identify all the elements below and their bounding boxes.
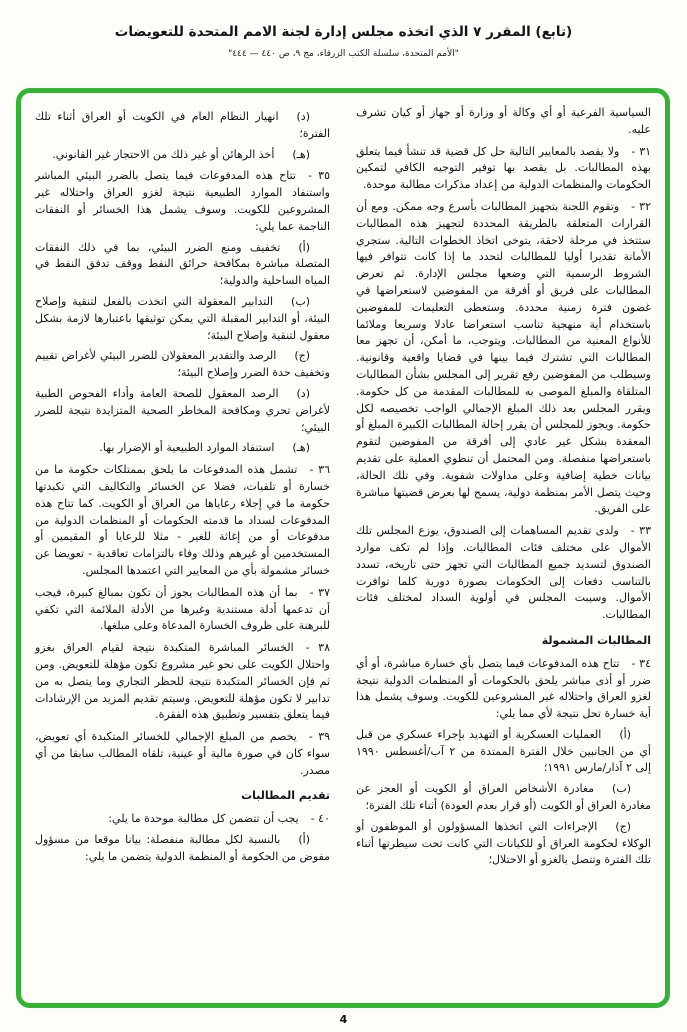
paragraph-marker: ٤٠ - <box>310 812 330 826</box>
paragraph-text: المطالبات المشمولة <box>541 633 651 647</box>
paragraph-marker: ٣٩ - <box>308 730 331 744</box>
column-left <box>35 105 330 993</box>
paragraph-marker: ٣٦ - <box>309 463 330 477</box>
paragraph-text: الخسائر المباشرة المتكبدة نتيجة لقيام العراق بغزو واحتلال الكويت على نحو غير مشروع تكون مؤهلة للتعويض. ومن ثم فإن الخسائر المتكبدة نتيجة للحظر التجاري وما يتصل به من تدابير لا تكون مؤهلة للتعويض. وسيتم تقديم المزيد من الإرشادات فيما يتعلق بتفسير وتطبيق هذه الفقرة. <box>35 641 330 722</box>
green-highlight-border <box>16 88 670 1008</box>
paragraph-text: انهيار النظام العام في الكويت أو العراق أثناء تلك الفترة؛ <box>35 110 330 140</box>
paragraph <box>356 199 651 518</box>
page-number: 4 <box>339 1013 348 1026</box>
paragraph <box>35 294 330 344</box>
paragraph-text: بما أن هذه المطالبات يجوز أن تكون بمبالغ كبيرة، فيجب أن تدعمها أدلة مستندية وغيرها من الأدلة الملائمة التي تكفي للبرهنة على ظروف الخسارة المدعاة وعلى مبلغها. <box>35 585 330 633</box>
paragraph-text: ولا يقصد بالمعايير التالية حل كل قضية قد تنشأ فيما يتعلق بهذه المطالبات. بل يقصد بها توفير التوجيه الكافي لتمكين الحكومات والمنظمات الدولية من إعداد مذكرات مطالبة موحدة. <box>356 144 651 192</box>
paragraph <box>35 168 330 235</box>
paragraph <box>356 105 651 139</box>
paragraph-text: تقديم المطالبات <box>241 789 330 803</box>
paragraph <box>35 811 330 828</box>
paragraph <box>356 656 651 723</box>
paragraph-marker: ٣٤ - <box>631 656 651 670</box>
paragraph-text: يجب أن تتضمن كل مطالبة موحدة ما يلي: <box>108 812 299 826</box>
paragraph <box>35 109 330 143</box>
paragraph <box>35 832 330 866</box>
paragraph-text: يخصم من المبلغ الإجمالي للخسائر المتكبدة أي تعويض، سواء كان في صورة مالية أو عينية، تلقاه المطالب سابقا من أي مصدر. <box>35 730 330 777</box>
document-title: (تابع) المقرر ٧ الذي اتخذه مجلس إدارة لجنة الامم المتحدة للتعويضات <box>114 24 573 40</box>
paragraph <box>356 144 651 194</box>
paragraph-marker: (ج) <box>615 819 631 833</box>
paragraph-text: تتاح هذه المدفوعات فيما يتصل بالضرر البيئي المباشر واستنفاد الموارد الطبيعية نتيجة لغزو العراق واحتلاله غير المشروعين للكويت. وسوف يشمل هذا الخسائر أو النفقات الناجمة عما يلي: <box>35 169 330 233</box>
paragraph <box>356 819 651 869</box>
paragraph-marker: ٣٥ - <box>307 169 330 183</box>
paragraph-text: تخفيف ومنع الضرر البيئي، بما في ذلك النفقات المتصلة مباشرة بمكافحة حرائق النفط ووقف تدفق النفط في المياه الساحلية والدولية؛ <box>35 240 330 288</box>
paragraph-text: العمليات العسكرية أو التهديد بإجراء عسكري من قبل أي من الجانبين خلال الفترة الممتدة من ٢ آب/أغسطس ١٩٩٠ إلى ٢ آذار/مارس ١٩٩١؛ <box>356 727 651 775</box>
section-heading <box>35 788 330 805</box>
column-right <box>356 105 651 993</box>
paragraph-text: بالنسبة لكل مطالبة منفصلة: بيانا موقعا من مسؤول مفوض من الحكومة أو المنظمة الدولية يتضمن ما يلي: <box>35 833 330 863</box>
paragraph-marker: (أ) <box>298 240 310 254</box>
paragraph-marker: ٣٨ - <box>305 641 330 655</box>
paragraph <box>356 781 651 815</box>
document-header <box>0 0 687 59</box>
paragraph-text: وتقوم اللجنة بتجهيز المطالبات بأسرع وجه ممكن. ومع أن القرارات المتعلقة بالطريقة المحددة لتجهيز هذه المطالبات ستتخذ في مرحلة لاحقة، يتوخى اتخاذ الخطوات التالية. ستجري الأمانة تقديرا أوليا للمطالبات لتحدد ما إذا كانت تتوافر فيها الشروط الرسمية التي وضعها مجلس الإدارة. ثم تعرض المطالبات على فريق أو أفرقة من المفوضين لاستعراضها في غضون فترة زمنية محددة. وستعطى التعليمات للمفوضين باستخدام أية منهجية تناسب استعراضا عادلا وسريعا وملائما للأنواع المعنية من المطالبات. ويتوجب، ما أمكن، أن تجهز معا المطالبات التي تشترك فيما بينها في قضايا واقعية وقانونية. وسيطلب من المفوضين رفع تقرير إلى المجلس بشأن المطالبات المتلقاة والمبلغ الموصى به للمطالبات المقدمة من كل حكومة. ويقرر المجلس بعد ذلك المبلغ الإجمالي الواجب تخصيصه لكل حكومة. ويجوز للمجلس أن يقرر إحالة المطالبات الكبيرة المبلغ أو المعقدة بشكل غير عادي إلى أفرقة من المفوضين لتقوم باستعراضها منفصلة. ومن المحتمل أن تنطوي العملية على تقديم بيانات خطية إضافية وعلى مداولات شفوية. وفي تلك الحالة، وحيث يتصل الأمر بمنظمة دولية، يسمح لها بعرض قضيتها مباشرة على الفريق. <box>356 199 651 516</box>
section-heading <box>356 633 651 650</box>
paragraph-marker: ٣٧ - <box>309 585 330 599</box>
text-columns <box>35 105 651 993</box>
paragraph-marker: ٣٣ - <box>630 524 651 538</box>
paragraph <box>356 727 651 777</box>
paragraph-text: استنفاد الموارد الطبيعية أو الإضرار بها. <box>99 441 275 455</box>
paragraph <box>35 240 330 290</box>
paragraph-marker: (د) <box>296 110 310 123</box>
paragraph-marker: ٣١ - <box>631 144 652 158</box>
paragraph-marker: (أ) <box>298 833 310 847</box>
paragraph <box>35 440 330 457</box>
paragraph <box>35 147 330 164</box>
paragraph-text: تشمل هذه المدفوعات ما يلحق بممتلكات حكومة ما من خسارة أو تلفيات، فضلا عن الخسائر والتكاليف التي تكبدتها حكومة ما في إجلاء رعاياها من العراق أو الكويت. كما تتاح هذه المدفوعات لسداد ما قدمته الحكومات أو المنظمات الدولية من مدفوعات أو من إغاثة للغير - مثلا للرعايا أو المقيمين أو المستخدمين أو غيرهم وذلك وفاء بالتزامات تعاقدية - تعويضا عن خسائر مشمولة بأي من المعايير التي اعتمدها المجلس. <box>35 463 330 577</box>
paragraph-marker: (هـ) <box>292 147 310 161</box>
paragraph <box>35 585 330 635</box>
paragraph <box>35 729 330 779</box>
paragraph-marker: (ب) <box>291 294 310 308</box>
paragraph-marker: ٣٢ - <box>631 199 651 213</box>
paragraph-text: تتاح هذه المدفوعات فيما يتصل بأي خسارة مباشرة، أو أي ضرر أو أذى مباشر يلحق بالحكومات أو المنظمات الدولية نتيجة لغزو العراق واحتلاله غير المشروعين للكويت. وسوف يشمل هذا أية خسارة تحل نتيجة لأي مما يلي: <box>356 656 651 721</box>
paragraph-marker: (ب) <box>612 782 631 796</box>
paragraph <box>35 386 330 436</box>
paragraph-marker: (د) <box>296 386 310 400</box>
paragraph-marker: (هـ) <box>292 441 310 455</box>
paragraph-text: التدابير المعقولة التي اتخذت بالفعل لتنقية وإصلاح البيئة، أو التدابير المقبلة التي يمكن توثيقها باعتبارها لازمة بشكل معقول لتنقية وإصلاح البيئة؛ <box>35 294 330 342</box>
paragraph <box>35 640 330 724</box>
paragraph-text: الرصد والتقدير المعقولان للضرر البيئي لأغراض تقييم وتخفيف حدة الضرر وإصلاح البيئة؛ <box>35 349 330 380</box>
paragraph <box>35 462 330 580</box>
paragraph-text: مغادرة الأشخاص العراق أو الكويت أو العجز عن مغادرة العراق أو الكويت (أو قرار بعدم العودة) أثناء تلك الفترة؛ <box>356 782 651 813</box>
paragraph-text: الإجراءات التي اتخذها المسؤولون أو الموظفون أو الوكلاء لحكومة العراق أو للكيانات التي كانت تحت سيطرتها أثناء تلك الفترة وتتصل بالغزو أو الاحتلال؛ <box>356 819 651 867</box>
paragraph-text: السياسية الفرعية أو أي وكالة أو وزارة أو جهاز أو كيان تشرف عليه. <box>356 106 651 136</box>
paragraph-text: الرصد المعقول للصحة العامة وأداء الفحوص الطبية لأغراض تحري ومكافحة المخاطر الصحية المتزايدة نتيجة للضرر البيئي؛ <box>35 386 330 434</box>
paragraph-text: أخذ الرهائن أو غير ذلك من الاحتجاز غير القانوني. <box>52 147 275 161</box>
paragraph <box>35 348 330 382</box>
paragraph-marker: (أ) <box>619 727 631 741</box>
document-source-line: "الأمم المتحدة، سلسلة الكتب الزرقاء، مج ٩، ص ٤٤٠ — ٤٤٤" <box>228 49 459 59</box>
paragraph-marker: (ج) <box>294 349 310 363</box>
paragraph-text: ولدى تقديم المساهمات إلى الصندوق، يوزع المجلس تلك الأموال على مختلف فئات المطالبات. وإذا لم تكف موارد الصندوق لتسديد جميع المطالبات التي تجهز حتى تاريخه، تسدد بالتناسب دفعات إلى الحكومات بصورة دورية كلما توافرت الأموال. وسيبت المجلس في أولوية السداد لمختلف فئات المطالبات. <box>356 524 651 622</box>
paragraph <box>356 523 651 624</box>
